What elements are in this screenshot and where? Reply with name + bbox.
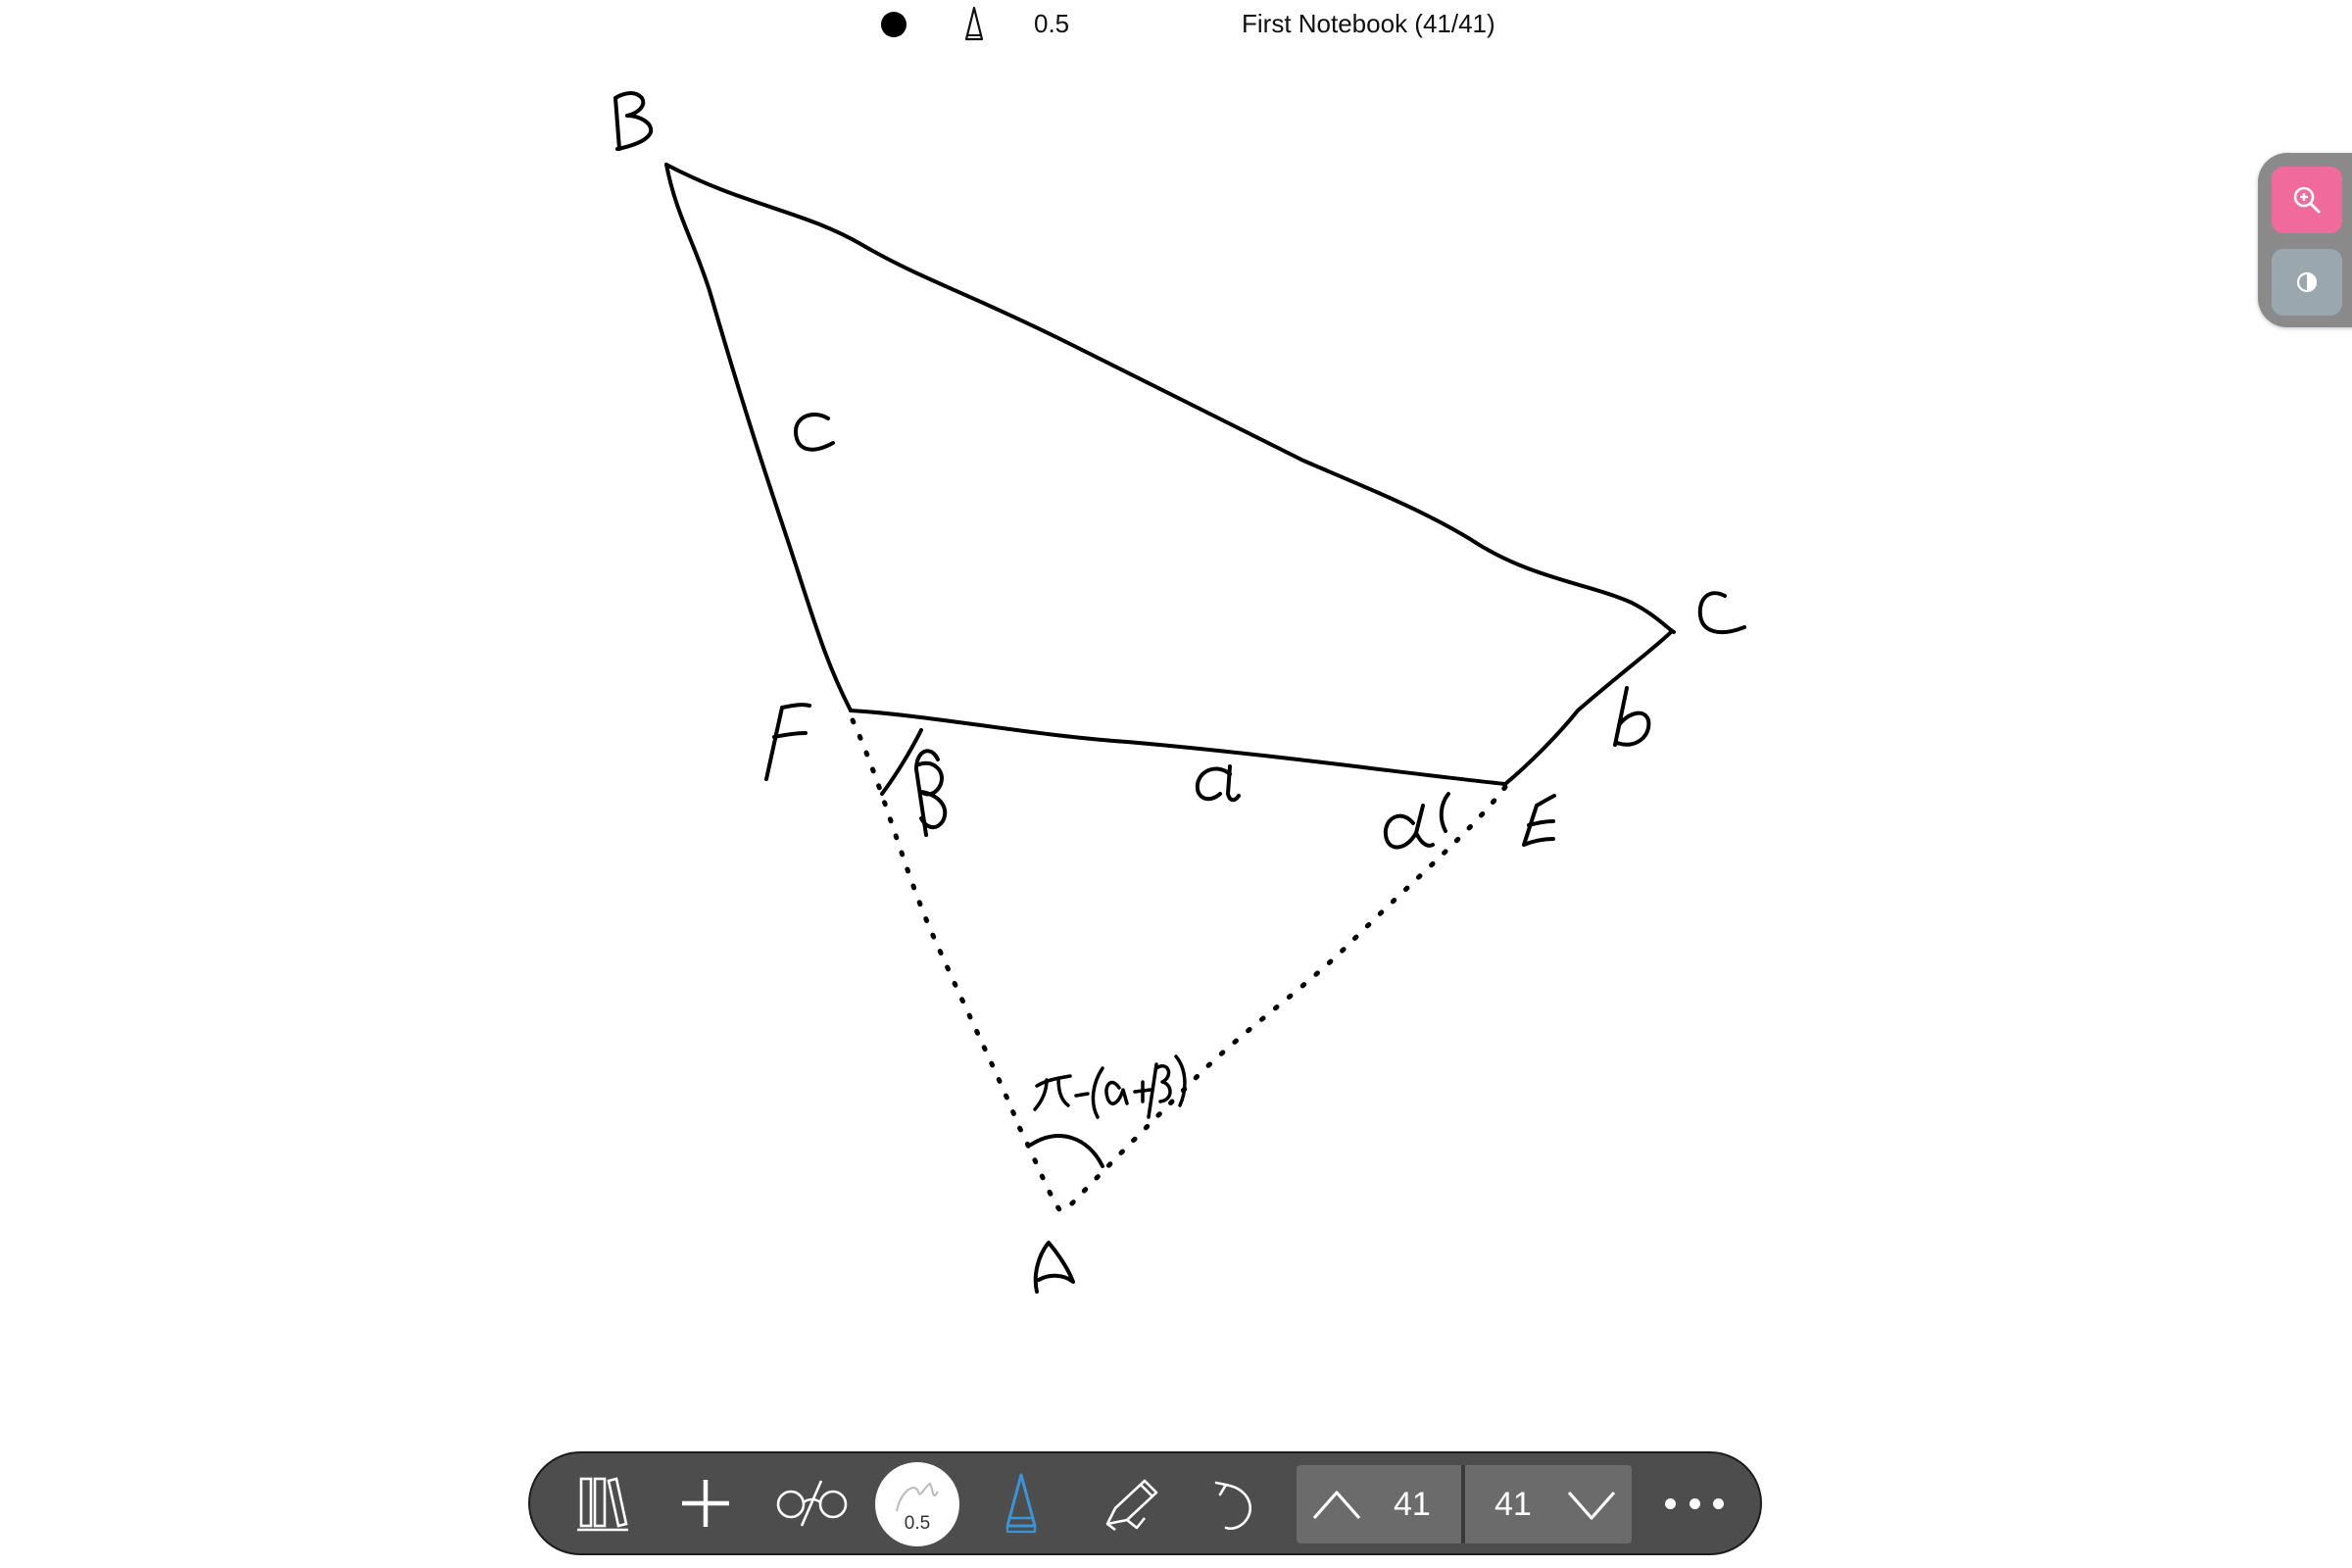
- pen-preview-size-label: 0.5: [904, 1513, 931, 1534]
- undo-icon: [1212, 1475, 1259, 1532]
- label-vertex-b: [615, 93, 651, 149]
- eraser-tool-button[interactable]: [1099, 1453, 1167, 1553]
- label-angle-alpha: [1386, 794, 1448, 848]
- pen-nib-icon: [1004, 1473, 1039, 1534]
- contrast-icon: [2295, 270, 2319, 294]
- reading-mode-button[interactable]: [772, 1453, 853, 1553]
- chevron-up-icon[interactable]: [1310, 1485, 1363, 1524]
- add-page-button[interactable]: [675, 1453, 736, 1553]
- edge-fe: [851, 710, 1505, 784]
- zoom-in-icon: [2291, 184, 2323, 216]
- page-next-group: [1465, 1465, 1632, 1544]
- zoom-button[interactable]: [2272, 167, 2342, 233]
- pen-preview-button[interactable]: [875, 1462, 959, 1546]
- more-dot: [1713, 1498, 1724, 1509]
- plus-icon: [680, 1478, 731, 1529]
- more-dot: [1665, 1498, 1676, 1509]
- label-vertex-e: [1524, 796, 1554, 845]
- edge-bf: [666, 165, 851, 710]
- glasses-icon: [774, 1479, 851, 1528]
- label-side-a: [1198, 766, 1239, 800]
- total-page-number[interactable]: 41: [1494, 1486, 1532, 1523]
- more-dot: [1690, 1498, 1700, 1509]
- current-page-number[interactable]: 41: [1394, 1486, 1431, 1523]
- label-vertex-c: [1700, 593, 1744, 632]
- bottom-toolbar: [528, 1451, 1762, 1555]
- dotted-edge-ea: [1068, 787, 1505, 1207]
- edge-ce: [1505, 632, 1671, 784]
- label-angle-apex: [1035, 1056, 1185, 1117]
- label-side-b: [1615, 688, 1648, 745]
- notebook-title: First Notebook (41/41): [1242, 9, 1495, 38]
- pen-size-label[interactable]: 0.5: [1034, 9, 1070, 38]
- pencil-eraser-icon: [1102, 1475, 1164, 1532]
- label-vertex-f: [766, 705, 809, 779]
- undo-button[interactable]: [1208, 1453, 1263, 1553]
- more-menu-button[interactable]: [1665, 1453, 1724, 1553]
- page-prev-group: [1297, 1465, 1461, 1544]
- pen-tool-button[interactable]: [999, 1453, 1044, 1553]
- angle-arc-apex: [1031, 1136, 1102, 1166]
- library-button[interactable]: [573, 1453, 632, 1553]
- label-vertex-a: [1036, 1243, 1073, 1292]
- contrast-button[interactable]: [2272, 249, 2342, 316]
- dotted-edge-fa: [853, 720, 1063, 1215]
- chevron-down-icon[interactable]: [1565, 1487, 1618, 1526]
- library-books-icon: [577, 1475, 628, 1532]
- side-tool-panel: [2258, 153, 2352, 327]
- label-side-c: [796, 415, 833, 450]
- edge-bc: [666, 165, 1674, 632]
